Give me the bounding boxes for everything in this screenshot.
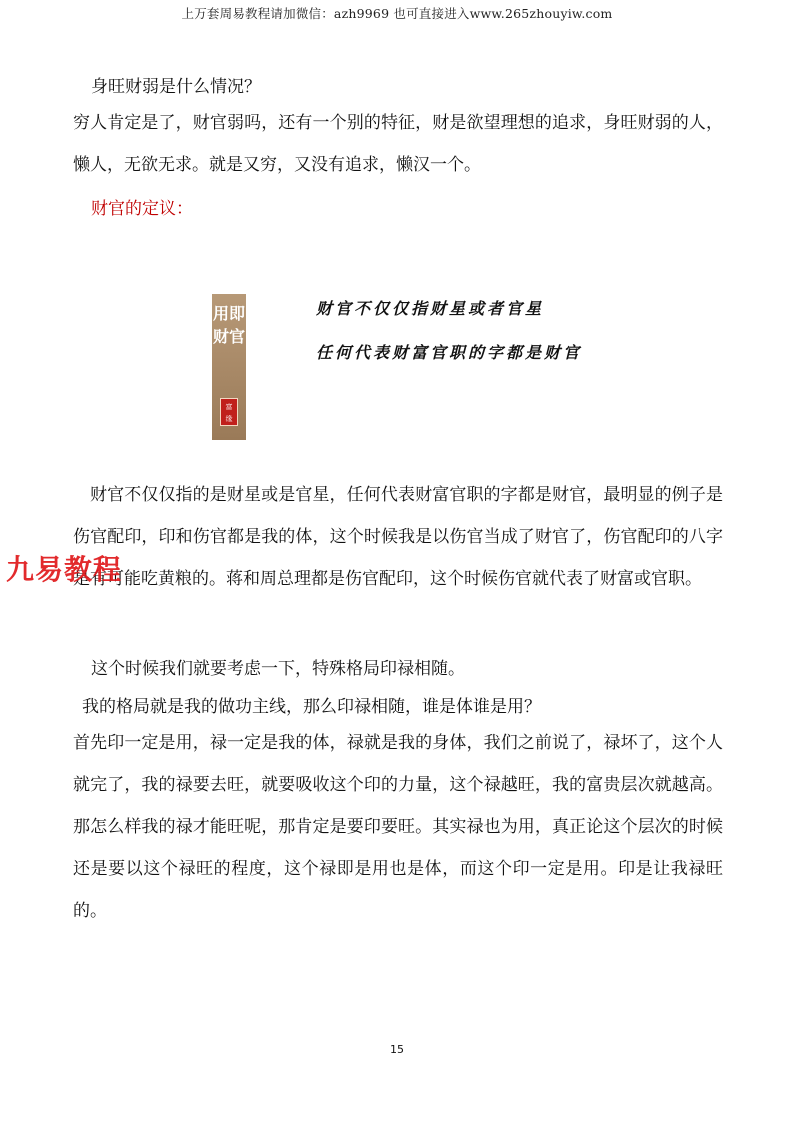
vertical-banner-image xyxy=(212,294,246,440)
paragraph-2: 财官不仅仅指的是财星或是官星，任何代表财富官职的字都是财官，最明显的例子是伤官配印，印和伤官都是我的体，这个时候我是以伤官当成了财官了，伤官配印的八字是有可能吃黄粮的。蒋和周总理都是伤官配印，这个时候伤官就代表了财富或官职。 xyxy=(73,485,723,589)
page-number: 15 xyxy=(390,1043,404,1056)
paragraph-3: 首先印一定是用，禄一定是我的体，禄就是我的身体，我们之前说了，禄坏了，这个人就完了，我的禄要去旺，就要吸收这个印的力量，这个禄越旺，我的富贵层次就越高。那怎么样我的禄才能旺呢，那肯定是要印要旺。其实禄也为用，真正论这个层次的时候还是要以这个禄旺的程度，这个禄即是用也是体，而这个印一定是用。印是让我禄旺的。 xyxy=(73,733,723,921)
question-line: 身旺财弱是什么情况？ xyxy=(91,77,261,97)
watermark-logo: 九易教程 xyxy=(6,553,123,586)
question-line-2: 我的格局就是我的做功主线，那么印禄相随，谁是体谁是用？ xyxy=(82,697,541,717)
definition-heading: 财官的定议： xyxy=(91,199,193,219)
paragraph-1: 穷人肯定是了，财官弱吗，还有一个别的特征，财是欲望理想的追求，身旺财弱的人，懒人，无欲无求。就是又穷，又没有追求，懒汉一个。 xyxy=(73,113,723,175)
page-header: 上万套周易教程请加微信：azh9969 也可直接进入www.265zhouyiw.com xyxy=(181,6,613,21)
banner-text: 用即财官 xyxy=(212,304,245,346)
calligraphy-line-2: 任何代表财富官职的字都是财官 xyxy=(316,343,583,362)
calligraphy-line-1: 财官不仅仅指财星或者官星 xyxy=(316,299,545,318)
special-pattern-line: 这个时候我们就要考虑一下，特殊格局印禄相随。 xyxy=(91,659,465,679)
red-seal: 富 缘 xyxy=(220,398,238,426)
